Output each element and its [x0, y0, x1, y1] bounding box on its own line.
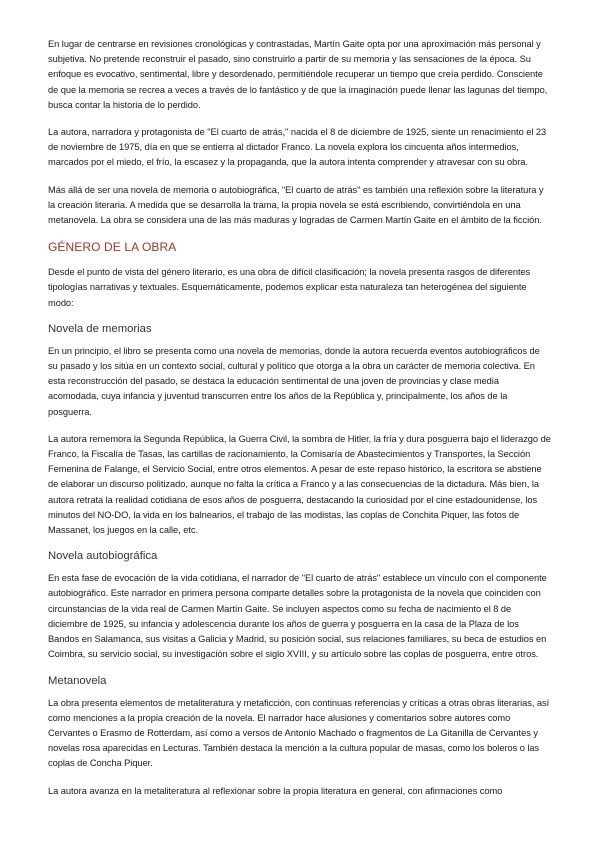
memorias-paragraph: En un principio, el libro se presenta como una novela de memorias, donde la autora recuerda eventos autobiográficos de su pasado y los sitúa en un contexto social, cultural y político que otorga a la obra un carácter de memoria colectiva. En esta reconstrucción del pasado, se destaca la educación sentimental de una joven de provincias y clase media acomodada, cuya infancia y juventud transcurren entre los años de la República y, principalmente, los años de la posguerra.	[48, 345, 540, 417]
memorias-heading: Novela de memorias	[48, 322, 152, 335]
intro-paragraph: Más allá de ser una novela de memoria o autobiográfica, "El cuarto de atrás" es también una reflexión sobre la literatura y la creación literaria. A medida que se desarrolla la trama, la propia novela se está escribiendo, convirtiéndola en una metanovela. La obra se considera una de las más maduras y logradas de Carmen Martín Gaite en el ámbito de la ficción.	[48, 184, 544, 226]
metanovela-paragraph: La autora avanza en la metaliteratura al reflexionar sobre la propia literatura en general, con afirmaciones como	[48, 785, 503, 796]
genre-intro-paragraph: Desde el punto de vista del género literario, es una obra de difícil clasificación; la novela presenta rasgos de diferentes tipologías narrativas y textuales. Esquemáticamente, podemos explicar esta naturaleza tan heterogénea del siguiente modo:	[48, 267, 531, 308]
memorias-paragraph: La autora rememora la Segunda República, la Guerra Civil, la sombra de Hitler, la fría y dura posguerra bajo el liderazgo de Franco, la Fiscalía de Tasas, las cartillas de racionamiento, la Comisaría de Abastecimientos y Transportes, la Sección Femenina de Falange, el Servicio Social, entre otros elementos. A pesar de este repaso histórico, la escritora se abstiene de elaborar un discurso politizado, aunque no falta la crítica a Franco y a las consecuencias de la dictadura. Más bien, la autora retrata la realidad cotidiana de esos años de posguerra, destacando la curiosidad por el cine estadounidense, los minutos del NO-DO, la vida en los balnearios, el trabajo de las modistas, las coplas de Conchita Piquer, las fotos de Massanet, los juegos en la calle, etc.	[48, 433, 551, 536]
intro-paragraph: La autora, narradora y protagonista de "El cuarto de atrás," nacida el 8 de diciembre de 1925, siente un renacimiento el 23 de noviembre de 1975, día en que se entierra al dictador Franco. La novela explora los cincuenta años intermedios, marcados por el miedo, el frío, la escasez y la propaganda, que la autora intenta comprender y atravesar con su obra.	[48, 127, 547, 168]
autobiografica-heading: Novela autobiográfica	[48, 550, 158, 563]
genre-heading: GÉNERO DE LA OBRA	[48, 240, 177, 255]
metanovela-paragraph: La obra presenta elementos de metaliteratura y metaficción, con continuas referencias y críticas a otras obras literarias, así como menciones a la propia creación de la novela. El narrador hace alusiones y comentarios sobre autores como Cervantes o Erasmo de Rotterdam, así como a versos de Antonio Machado o fragmentos de La Gitanilla de Cervantes y novelas rosa aparecidas en Lecturas. También destaca la mención a la cultura popular de masas, como los boleros o las coplas de Concha Piquer.	[48, 697, 550, 769]
autobiografica-paragraph: En esta fase de evocación de la vida cotidiana, el narrador de "El cuarto de atrás" establece un vínculo con el componente autobiográfico. Este narrador en primera persona comparte detalles sobre la protagonista de la novela que coinciden con circunstancias de la vida real de Carmen Martín Gaite. Se incluyen aspectos como su fecha de nacimiento el 8 de diciembre de 1925, su infancia y adolescencia durante los años de guerra y posguerra en la casa de la Plaza de los Bandos en Salamanca, sus visitas a Galicia y Madrid, su posición social, sus relaciones familiares, su beca de estudios en Coimbra, su servicio social, su investigación sobre el siglo XVIII, y su artículo sobre las coplas de posguerra, entre otros.	[48, 573, 547, 660]
intro-paragraph: En lugar de centrarse en revisiones cronológicas y contrastadas, Martín Gaite opta por una aproximación más personal y subjetiva. No pretende reconstruir el pasado, sino construirlo a partir de su memoria y las sensaciones de la época. Su enfoque es evocativo, sentimental, libre y desordenado, permitiéndole recuperar un tiempo que creía perdido. Consciente de que la memoria se recrea a veces a través de lo fantástico y de que la imaginación puede llenar las lagunas del tiempo, busca contar la historia de lo perdido.	[48, 39, 548, 110]
metanovela-heading: Metanovela	[48, 674, 107, 687]
